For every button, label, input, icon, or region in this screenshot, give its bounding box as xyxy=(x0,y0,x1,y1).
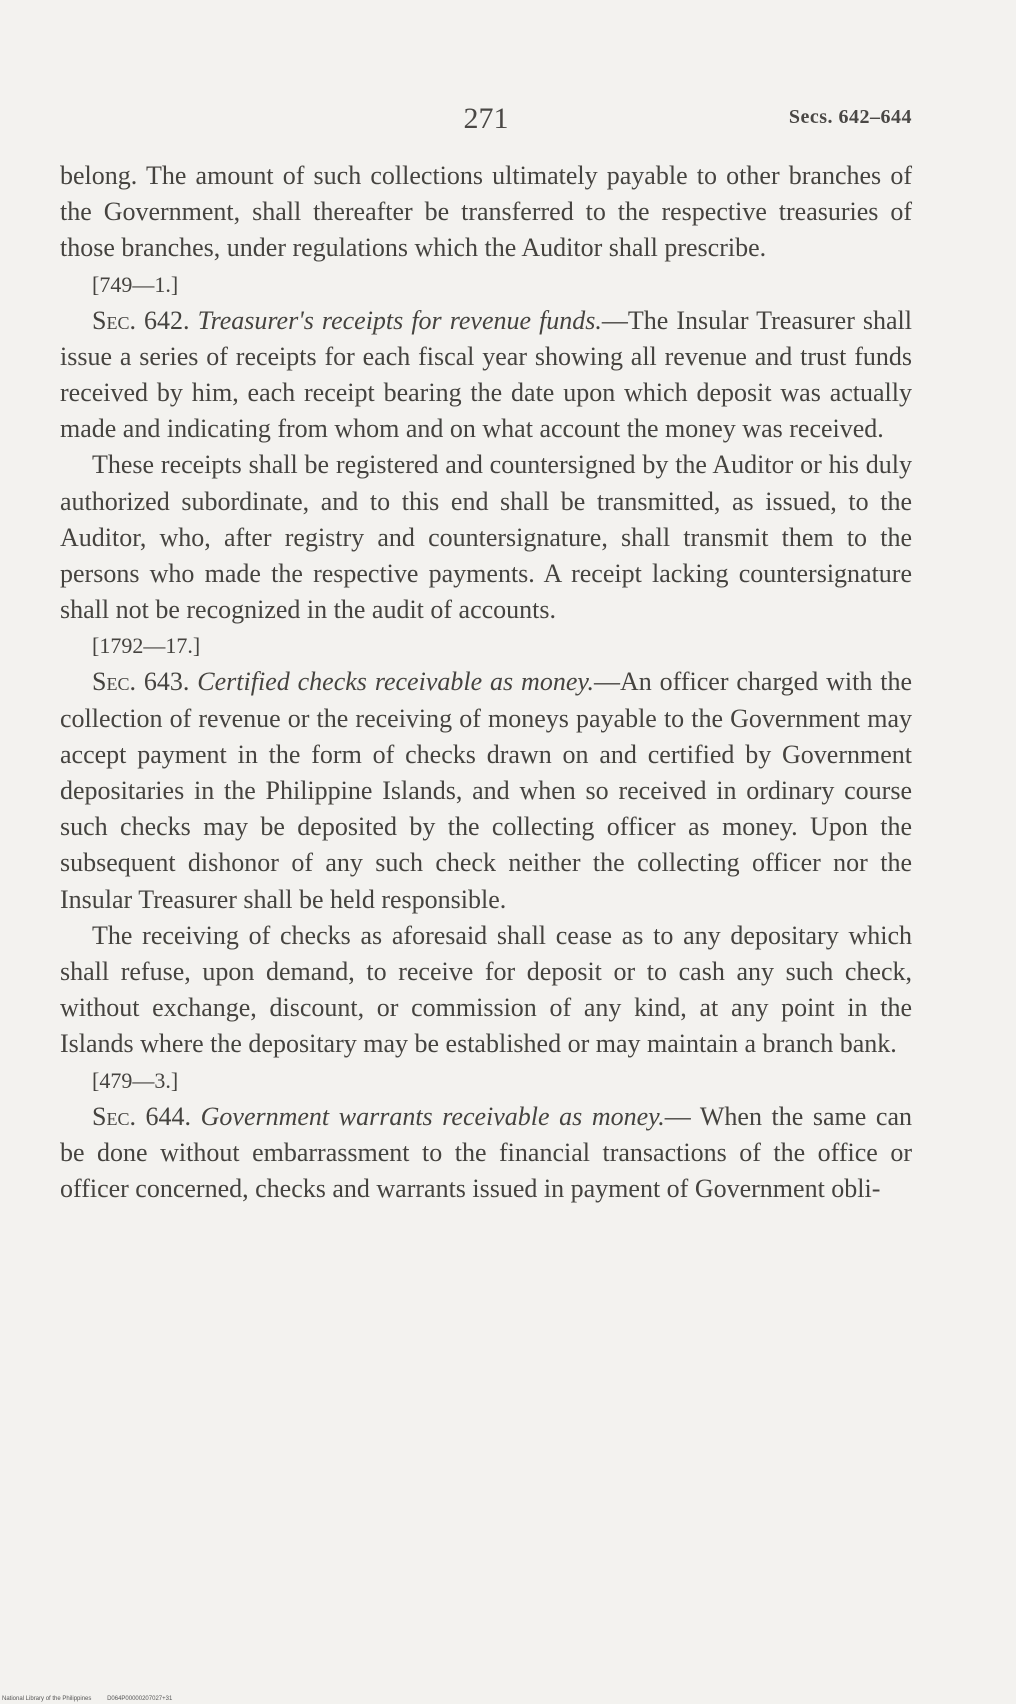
section-number: 643. xyxy=(135,667,198,697)
section-heading: Government warrants receivable as money. xyxy=(200,1101,665,1131)
page-header xyxy=(60,98,912,142)
page-body xyxy=(60,158,912,1207)
section-range: Secs. 642–644 xyxy=(788,106,912,128)
section-heading: Treasurer's receipts for revenue funds. xyxy=(197,305,602,335)
section-label: Sec. xyxy=(92,667,136,697)
citation: [749—1.] xyxy=(92,271,179,297)
section-heading: Certified checks receivable as money. xyxy=(197,667,594,697)
citation: [1792—17.] xyxy=(92,633,201,659)
section-text: —The Insular Treasurer shall issue a series of receipts for each fiscal year showing all revenue and trust funds received by him, each receipt bearing the date upon which deposit was actually made and indicating from whom and on what account the money was received. xyxy=(60,305,912,444)
page-number: 271 xyxy=(463,102,509,135)
section-label: Sec. xyxy=(92,305,136,335)
section-number: 644. xyxy=(135,1101,201,1131)
scan-code: D064P00000207027+31 xyxy=(107,1696,173,1702)
paragraph-642-second: These receipts shall be registered and countersigned by the Auditor or his duly authorized subordinate, and to this end shall be transmitted, as issued, to the Auditor, who, after registry and countersignature, shall transmit them to the persons who made the respective payments. A receipt lacking countersignature shall not be recognized in the audit of accounts. xyxy=(60,450,912,625)
section-text: — When the same can be done without embarrassment to the financial transactions of the office or officer concerned, checks and warrants issued in payment of Government obli- xyxy=(60,1101,912,1204)
section-644 xyxy=(60,1099,912,1208)
library-credit: National Library of the Philippines xyxy=(2,1696,92,1702)
paragraph-643-second: The receiving of checks as aforesaid shall cease as to any depositary which shall refuse, upon demand, to receive for deposit or to cash any such check, without exchange, discount, or commission of any kind, at any point in the Islands where the depositary may be established or may maintain a branch bank. xyxy=(60,920,912,1059)
section-642 xyxy=(60,303,912,448)
section-643 xyxy=(60,664,912,917)
section-number: 642. xyxy=(135,305,198,335)
paragraph-continuation: belong. The amount of such collections ultimately payable to other branches of the Government, shall thereafter be transferred to the respective treasuries of those branches, under regulations which the Auditor shall prescribe. xyxy=(60,161,912,263)
section-text: —An officer charged with the collection of revenue or the receiving of moneys payable to the Government may accept payment in the form of checks drawn on and certified by Government depositaries in the Philippine Islands, and when so received in ordinary course such checks may be deposited by the collecting officer as money. Upon the subsequent dishonor of any such check neither the collecting officer nor the Insular Treasurer shall be held responsible. xyxy=(60,667,912,914)
citation: [479—3.] xyxy=(92,1067,179,1093)
section-label: Sec. xyxy=(92,1101,136,1131)
scan-footer xyxy=(2,1696,186,1702)
